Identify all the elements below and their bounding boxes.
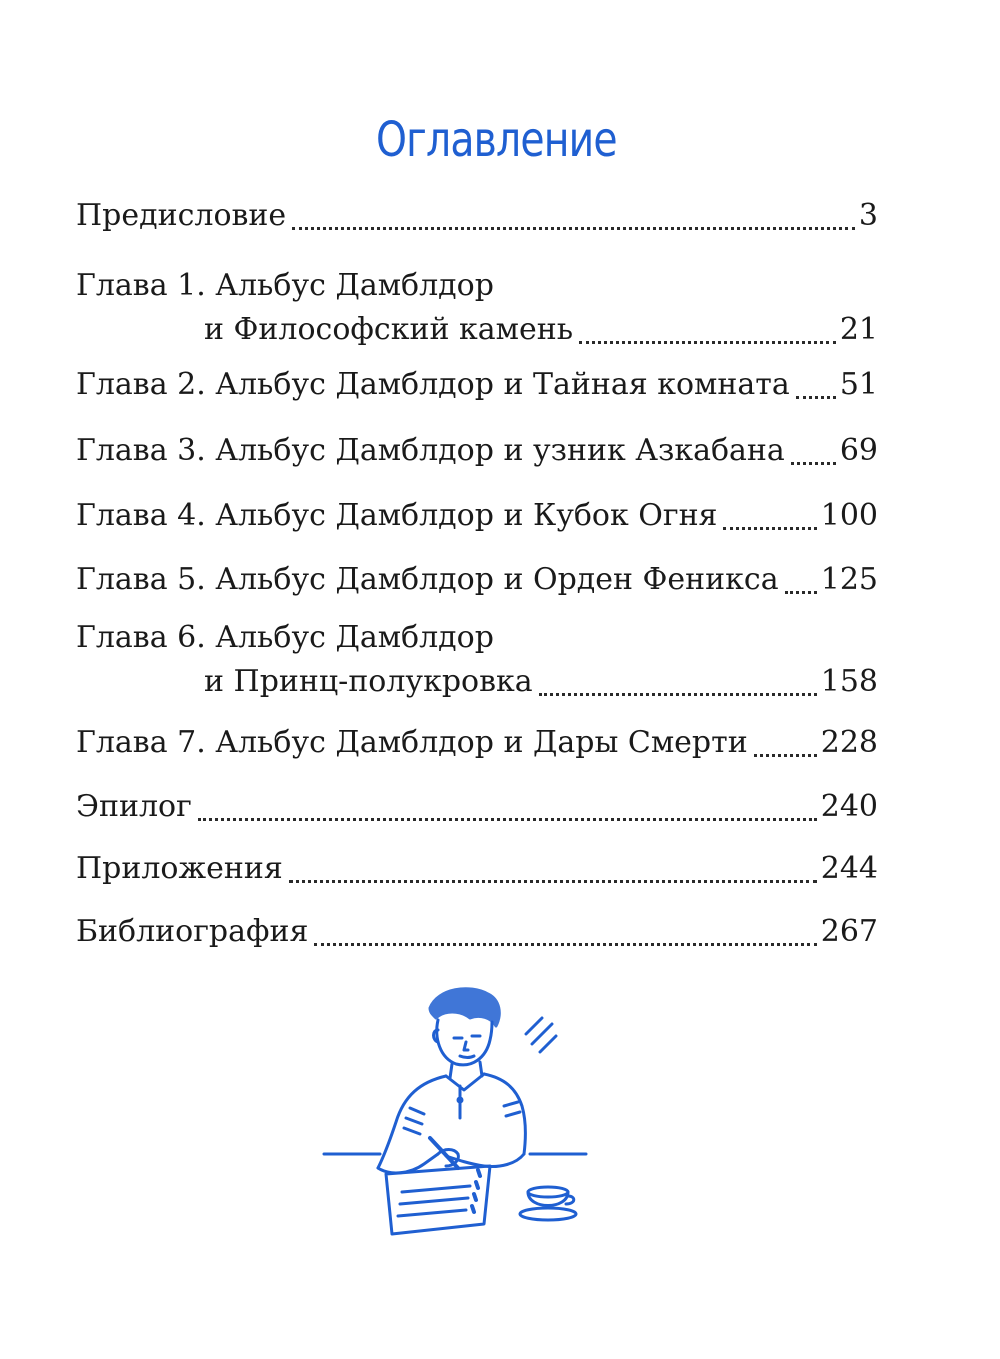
toc-page-number: 3 [858, 198, 878, 233]
toc-page-number: 51 [839, 367, 878, 402]
leader-dots [292, 227, 855, 230]
toc-entry[interactable] [76, 196, 878, 236]
page-title: Оглавление [375, 112, 617, 168]
toc-entry-title: Предисловие [76, 198, 287, 233]
toc-entry-title: Глава 1. Альбус Дамблдор [76, 268, 494, 303]
toc-entry-title: Эпилог [76, 789, 192, 824]
toc-entry-title: Библиография [76, 914, 309, 949]
toc-page-number: 69 [839, 433, 878, 468]
toc-entry-title: Глава 4. Альбус Дамблдор и Кубок Огня [76, 498, 718, 533]
leader-dots [785, 591, 817, 594]
leader-dots [723, 527, 816, 530]
toc-entry[interactable] [76, 849, 878, 889]
toc-entry-title: Глава 6. Альбус Дамблдор [76, 620, 494, 655]
toc-entry[interactable] [76, 912, 878, 952]
toc-page-number: 21 [839, 312, 878, 347]
writing-man-icon [320, 978, 590, 1248]
toc-entry[interactable] [76, 723, 878, 763]
toc-entry-title: Глава 3. Альбус Дамблдор и узник Азкабана [76, 433, 785, 468]
toc-page-number: 100 [820, 498, 878, 533]
toc-entry[interactable] [76, 266, 878, 350]
toc-page-number: 240 [820, 789, 878, 824]
leader-dots [754, 754, 817, 757]
toc-entry-title: Приложения [76, 851, 283, 886]
toc-entry-title: Глава 5. Альбус Дамблдор и Орден Феникса [76, 562, 779, 597]
toc-entry-title: Глава 2. Альбус Дамблдор и Тайная комната [76, 367, 790, 402]
toc-entry[interactable] [76, 365, 878, 405]
leader-dots [539, 693, 817, 696]
leader-dots [579, 341, 836, 344]
toc-page-number: 228 [820, 725, 878, 760]
toc-entry[interactable] [76, 618, 878, 702]
toc-entry-title-continued: и Философский камень [204, 312, 574, 347]
toc-page-number: 158 [820, 664, 878, 699]
leader-dots [791, 462, 836, 465]
leader-dots [796, 396, 836, 399]
leader-dots [314, 943, 816, 946]
toc-entry-title: Глава 7. Альбус Дамблдор и Дары Смерти [76, 725, 748, 760]
leader-dots [289, 880, 817, 883]
toc-page-number: 244 [820, 851, 878, 886]
toc-page-number: 267 [820, 914, 878, 949]
toc-entry[interactable] [76, 560, 878, 600]
toc-entry[interactable] [76, 431, 878, 471]
toc-page-number: 125 [820, 562, 878, 597]
toc-entry-title-continued: и Принц-полукровка [204, 664, 533, 699]
toc-entry[interactable] [76, 787, 878, 827]
leader-dots [198, 818, 817, 821]
toc-entry[interactable] [76, 496, 878, 536]
